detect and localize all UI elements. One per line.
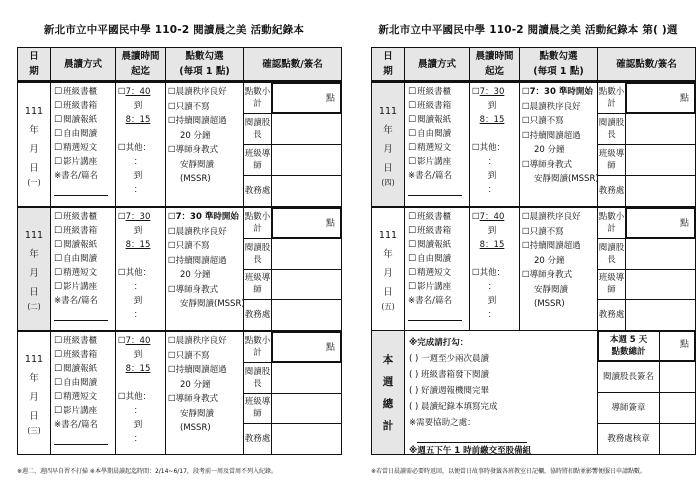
- signature-box[interactable]: [626, 238, 695, 269]
- method-checkbox[interactable]: ☐ 閱讀報紙: [54, 362, 115, 376]
- method-checkbox[interactable]: ☐ 閱讀報紙: [54, 238, 115, 252]
- book-title-label: ※書名/篇名: [54, 296, 98, 306]
- start-time[interactable]: ☐7：40: [118, 336, 151, 346]
- signature-box[interactable]: [626, 144, 695, 175]
- end-time: 8：15: [479, 240, 505, 250]
- weekly-summary: [372, 330, 695, 454]
- method-checkbox[interactable]: ☐ 精選短文: [54, 390, 115, 404]
- method-checkbox[interactable]: ☐ 班級書箱: [408, 99, 469, 113]
- point-checkbox[interactable]: ☐持續閱讀超過: [168, 255, 227, 266]
- method-checkbox[interactable]: ☐ 班級書櫃: [54, 210, 115, 224]
- point-checkbox[interactable]: ☐晨讀秩序良好: [522, 101, 581, 112]
- right-sheet: [358, 0, 698, 495]
- checklist-item[interactable]: ( ) 晨讀紀錄本填寫完成: [409, 402, 498, 412]
- method-checkbox[interactable]: ☐ 班級書箱: [54, 99, 115, 113]
- signature-box[interactable]: [660, 424, 695, 454]
- method-checkbox[interactable]: ☐ 自由閱讀: [408, 252, 469, 266]
- day-row: 111 年 月 日 (一) ☐ 班級書櫃 ☐ 班級書箱 ☐ 閱讀報紙 ☐ 自由閱讀 ☐ 精選短文 ☐ 影片講座 ※書名/篇名 ☐7：40 到 8：15 ☐其他： ： 到 ： ☐晨讀秩序良好 ☐只讀不寫 ☐持續閱讀超過 20 分鐘 ☐導師身教式 安靜閱讀 (MSSR) 點數小計 閱讀股長 班級導師 教務處 點: [18, 82, 341, 206]
- point-checkbox[interactable]: ☐晨讀秩序良好: [522, 212, 581, 222]
- signoff-row: 教務處核章: [598, 423, 695, 454]
- point-checkbox[interactable]: ☐只讀不寫: [168, 350, 210, 361]
- weekly-total-row: 本週 5 天 點數總計 點: [598, 331, 695, 361]
- book-title-field[interactable]: [54, 183, 108, 196]
- point-checkbox[interactable]: ☐只讀不寫: [168, 241, 210, 251]
- signature-box[interactable]: [272, 113, 341, 144]
- method-checkbox[interactable]: ☐ 班級書櫃: [54, 85, 115, 99]
- signature-box[interactable]: [272, 238, 341, 269]
- table-header: 日 期 晨讀方式 晨讀時間 起迄 點數勾選 (每項 1 點) 確認點數/簽名: [18, 48, 341, 82]
- other-time[interactable]: ☐其他：: [118, 268, 152, 278]
- checklist-item[interactable]: ( ) 好讀週報機閱完畢: [409, 386, 490, 396]
- page-title: 新北市立中平國民中學 110-2 閱讀晨之美 活動紀錄本: [43, 24, 305, 36]
- day-row: 111 年 月 日 (五) ☐ 班級書櫃 ☐ 班級書箱 ☐ 閱讀報紙 ☐ 自由閱讀 ☐ 精選短文 ☐ 影片講座 ※書名/篇名 ☐7：40 到 8：15 ☐其他： ： 到 ： ☐晨讀秩序良好 ☐只讀不寫 ☐持續閱讀超過 20 分鐘 ☐導師身教式 安靜閱讀 (MSSR) 點數小計 閱讀股長 班級導師 教務處 點: [372, 206, 695, 330]
- end-time: 8：15: [125, 240, 151, 250]
- record-table: [371, 47, 696, 455]
- other-time[interactable]: ☐其他：: [472, 268, 506, 278]
- point-checkbox[interactable]: ☐導師身教式: [168, 145, 219, 155]
- point-checkbox[interactable]: ☐持續閱讀超過: [522, 130, 581, 141]
- other-time[interactable]: ☐其他：: [118, 143, 152, 153]
- date-cell: 111 年 月 日 (五): [378, 230, 398, 311]
- start-time[interactable]: ☐7：30: [118, 212, 151, 222]
- date-cell: 111 年 月 日 (二): [24, 230, 44, 311]
- method-checkbox[interactable]: ☐ 精選短文: [408, 141, 469, 155]
- book-title-label: ※書名/篇名: [408, 296, 452, 306]
- signature-box[interactable]: [272, 175, 341, 206]
- method-checkbox[interactable]: ☐ 班級書箱: [54, 348, 115, 362]
- method-checkbox[interactable]: ☐ 班級書箱: [54, 224, 115, 238]
- day-row: 111 年 月 日 (三) ☐ 班級書櫃 ☐ 班級書箱 ☐ 閱讀報紙 ☐ 自由閱讀 ☐ 精選短文 ☐ 影片講座 ※書名/篇名 ☐7：40 到 8：15 ☐其他： ： 到 ： ☐晨讀秩序良好 ☐只讀不寫 ☐持續閱讀超過 20 分鐘 ☐導師身教式 安靜閱讀 (MSSR) 點數小計 閱讀股長 班級導師 教務處 點: [18, 330, 341, 454]
- method-checkbox[interactable]: ☐ 班級書箱: [408, 224, 469, 238]
- book-title-field[interactable]: [408, 183, 462, 196]
- method-checkbox[interactable]: ☐ 自由閱讀: [408, 127, 469, 141]
- points-subtotal-box[interactable]: 點: [272, 332, 341, 362]
- points-subtotal-box[interactable]: 點: [626, 208, 695, 238]
- point-checkbox[interactable]: ☐導師身教式: [522, 270, 573, 280]
- signature-box[interactable]: [626, 175, 695, 206]
- method-checkbox[interactable]: ☐ 影片講座: [54, 280, 115, 294]
- point-checkbox[interactable]: ☐只讀不寫: [168, 101, 210, 112]
- signature-box[interactable]: [272, 423, 341, 454]
- method-checkbox[interactable]: ☐ 精選短文: [408, 266, 469, 280]
- point-checkbox[interactable]: ☐持續閱讀超過: [168, 116, 227, 126]
- signature-box[interactable]: [272, 362, 341, 393]
- summary-side-label: 本 週 總 計: [372, 331, 404, 454]
- signature-box[interactable]: [626, 113, 695, 144]
- page-title: 新北市立中平國民中學 110-2 閱讀晨之美 活動紀錄本 第( )週: [378, 24, 678, 36]
- book-title-field[interactable]: [54, 308, 108, 321]
- day-row: 111 年 月 日 (四) ☐ 班級書櫃 ☐ 班級書箱 ☐ 閱讀報紙 ☐ 自由閱讀 ☐ 精選短文 ☐ 影片講座 ※書名/篇名 ☐7：30 到 8：15 ☐其他： ： 到 ： ☐7：30 準時開始 ☐晨讀秩序良好 ☐只讀不寫 ☐持續閱讀超過 20 分鐘 ☐導師身教式 安靜閱讀(MSSR) 點數小計 閱讀股長 班級導師 教務處 點: [372, 82, 695, 206]
- point-checkbox[interactable]: ☐晨讀秩序良好: [168, 87, 227, 97]
- signature-box[interactable]: [660, 393, 695, 423]
- method-checkbox[interactable]: ☐ 影片講座: [54, 155, 115, 169]
- point-checkbox[interactable]: ☐只讀不寫: [522, 226, 564, 237]
- signature-box[interactable]: [272, 144, 341, 175]
- start-time[interactable]: ☐7：30: [472, 87, 505, 97]
- other-time[interactable]: ☐其他：: [472, 143, 506, 153]
- method-checkbox[interactable]: ☐ 自由閱讀: [54, 376, 115, 390]
- point-checkbox[interactable]: ☐晨讀秩序良好: [168, 336, 227, 346]
- day-row: 111 年 月 日 (二) ☐ 班級書櫃 ☐ 班級書箱 ☐ 閱讀報紙 ☐ 自由閱讀 ☐ 精選短文 ☐ 影片講座 ※書名/篇名 ☐7：30 到 8：15 ☐其他： ： 到 ： ☐7：30 準時開始 ☐晨讀秩序良好 ☐只讀不寫 ☐持續閱讀超過 20 分鐘 ☐導師身教式 安靜閱讀(MSSR) 點數小計 閱讀股長 班級導師 教務處 點: [18, 206, 341, 330]
- signature-box[interactable]: [272, 393, 341, 424]
- point-checkbox[interactable]: ☐導師身教式: [168, 394, 219, 404]
- method-checkbox[interactable]: ☐ 班級書櫃: [408, 85, 469, 99]
- method-checkbox[interactable]: ☐ 閱讀報紙: [54, 113, 115, 127]
- point-checkbox[interactable]: ☐導師身教式: [522, 159, 573, 170]
- points-subtotal-box[interactable]: 點: [626, 83, 695, 113]
- book-title-field[interactable]: [54, 432, 108, 445]
- date-cell: 111 年 月 日 (一): [24, 105, 44, 187]
- end-time: 8：15: [125, 115, 151, 125]
- signature-box[interactable]: [626, 299, 695, 330]
- method-checkbox[interactable]: ☐ 班級書櫃: [54, 334, 115, 348]
- point-checkbox[interactable]: ☐持續閱讀超過: [522, 241, 581, 251]
- left-sheet: [4, 0, 344, 495]
- point-checkbox[interactable]: ☐導師身教式: [168, 284, 219, 295]
- checklist-item[interactable]: ( ) 班級書箱發下閱讀: [409, 370, 490, 380]
- other-time[interactable]: ☐其他：: [118, 392, 152, 402]
- signature-box[interactable]: [272, 299, 341, 330]
- method-checkbox[interactable]: ☐ 班級書櫃: [408, 210, 469, 224]
- method-checkbox[interactable]: ☐ 自由閱讀: [54, 252, 115, 266]
- signoff-row: 導師簽章: [598, 392, 695, 423]
- help-field[interactable]: [417, 431, 527, 443]
- method-checkbox[interactable]: ☐ 閱讀報紙: [408, 238, 469, 252]
- book-title-label: ※書名/篇名: [408, 171, 452, 181]
- point-checkbox[interactable]: ☐只讀不寫: [522, 116, 564, 126]
- method-checkbox[interactable]: ☐ 自由閱讀: [54, 127, 115, 141]
- checklist-item[interactable]: ( ) 一週至少兩次晨讀: [409, 354, 490, 364]
- method-checkbox[interactable]: ☐ 影片講座: [408, 155, 469, 169]
- weekly-total-box[interactable]: 點: [679, 340, 689, 350]
- completion-checklist: ※完成請打勾： ( ) 一週至少兩次晨讀 ( ) 班級書箱發下閱讀 ( ) 好讀週報機閱完畢 ( ) 晨讀紀錄本填寫完成 ※需要協助之處： ※週五下午 1 時前繳交至股備組: [404, 331, 597, 454]
- footnote: ※週二、週四早自習不打掃 ※本學期晨讀起迄時間：2/14~6/17，段考前一周及當周不列入紀錄。: [17, 468, 277, 475]
- point-checkbox[interactable]: ☐晨讀秩序良好: [168, 226, 227, 237]
- method-checkbox[interactable]: ☐ 精選短文: [54, 266, 115, 280]
- book-title-label: ※書名/篇名: [54, 171, 98, 181]
- end-time: 8：15: [125, 364, 151, 374]
- method-checkbox[interactable]: ☐ 影片講座: [408, 280, 469, 294]
- early-start-checkbox[interactable]: ☐7：30 準時開始: [168, 212, 239, 222]
- start-time[interactable]: ☐7：40: [472, 212, 505, 222]
- signature-box[interactable]: [272, 269, 341, 300]
- book-title-field[interactable]: [408, 308, 462, 321]
- start-time[interactable]: ☐7：40: [118, 87, 151, 97]
- signoff-row: 閱讀股長簽名: [598, 361, 695, 392]
- points-subtotal-box[interactable]: 點: [272, 83, 341, 113]
- signature-box[interactable]: [660, 362, 695, 392]
- signature-box[interactable]: [626, 269, 695, 300]
- book-title-label: ※書名/篇名: [54, 420, 98, 430]
- end-time: 8：15: [479, 115, 505, 125]
- point-checkbox[interactable]: ☐持續閱讀超過: [168, 365, 227, 375]
- early-start-checkbox[interactable]: ☐7：30 準時開始: [522, 87, 593, 97]
- method-checkbox[interactable]: ☐ 閱讀報紙: [408, 113, 469, 127]
- method-checkbox[interactable]: ☐ 影片講座: [54, 404, 115, 418]
- record-table: [17, 47, 342, 455]
- date-cell: 111 年 月 日 (四): [378, 105, 398, 187]
- points-subtotal-box[interactable]: 點: [272, 208, 341, 238]
- method-checkbox[interactable]: ☐ 精選短文: [54, 141, 115, 155]
- date-cell: 111 年 月 日 (三): [24, 354, 44, 435]
- footnote: ※若當日晨讀需必要時返回，以便當日故事時發籤各班教室日記欄，協時將扣點並影響便服日申請點數。: [371, 468, 647, 475]
- table-header: 日 期 晨讀方式 晨讀時間 起迄 點數勾選 (每項 1 點) 確認點數/簽名: [372, 48, 695, 82]
- deadline-note: ※週五下午 1 時前繳交至股備組: [409, 446, 532, 456]
